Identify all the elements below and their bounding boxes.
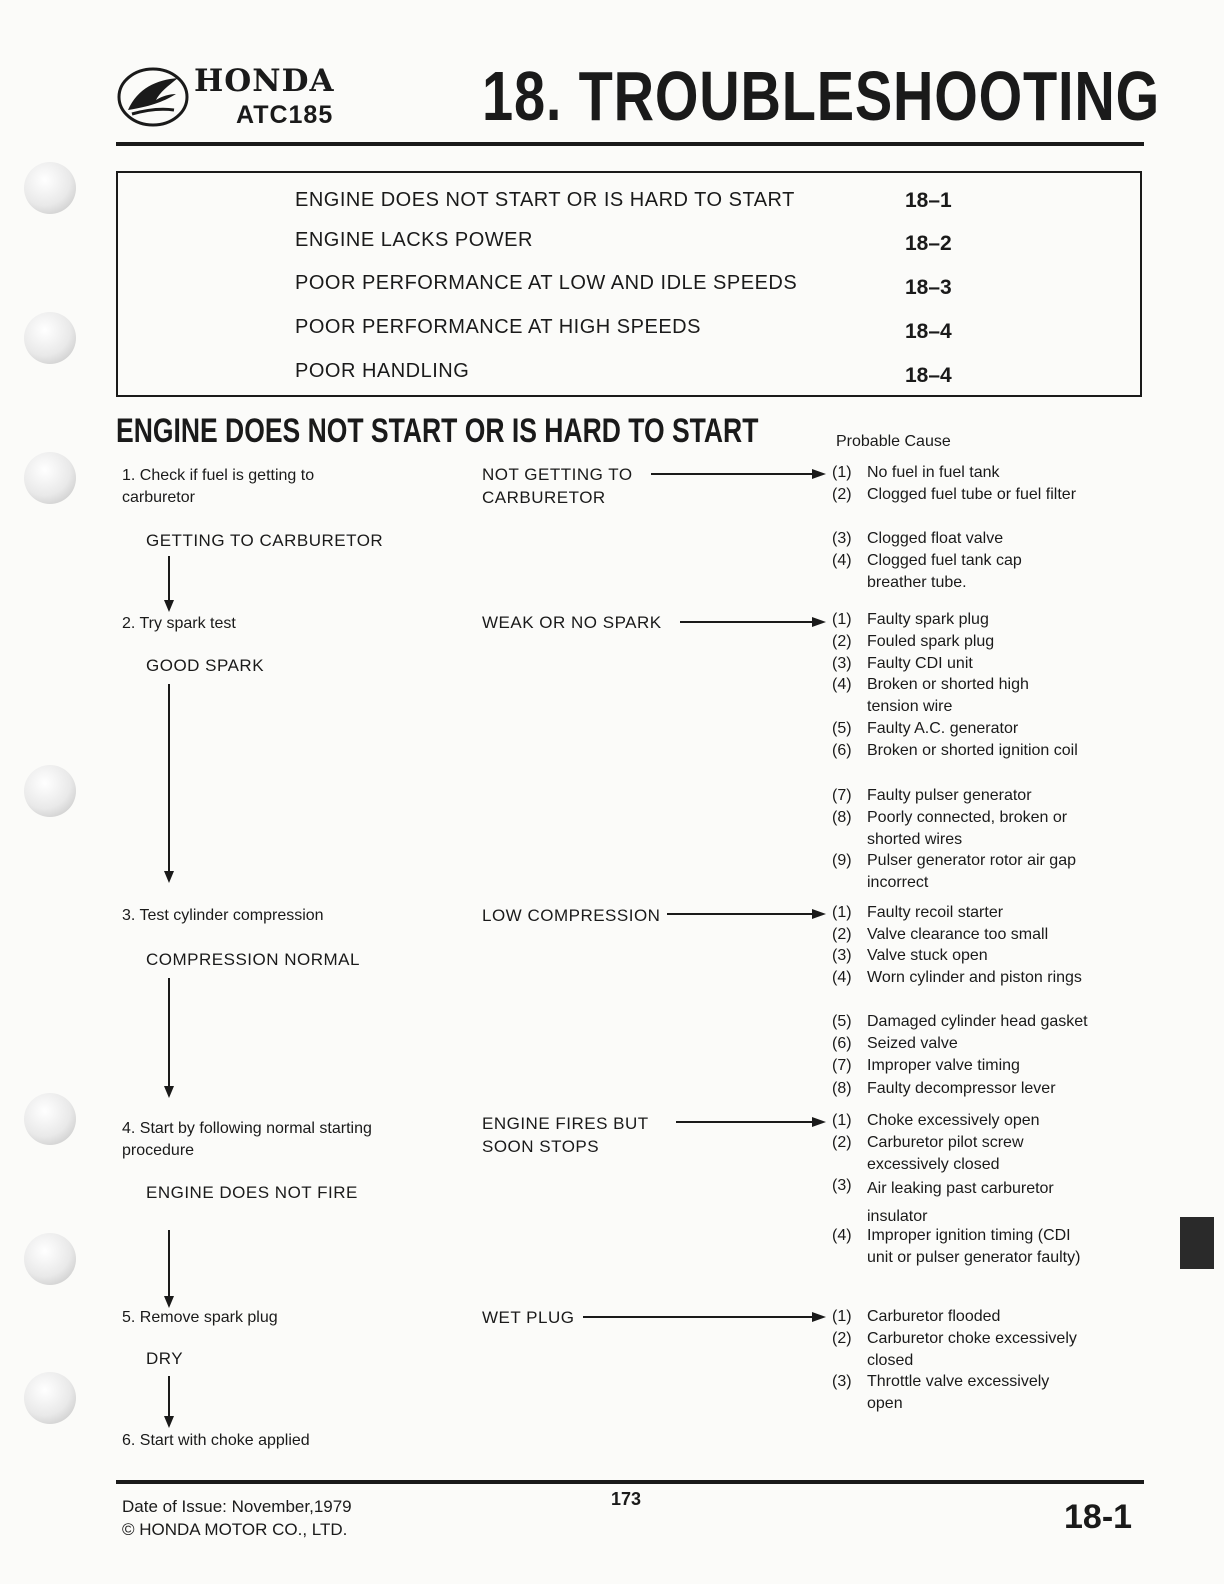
cause-4 [832,674,1122,718]
probable-cause-heading: Probable Cause [836,433,951,450]
step-1: 1. Check if fuel is getting to carburetor [122,467,315,506]
cause-number: (3) [832,947,852,964]
step-2: 2. Try spark test [122,615,236,632]
cause-number: (4) [832,552,852,569]
footer-rule [116,1480,1144,1484]
cause-3 [832,528,1122,550]
contents-item-label: POOR HANDLING [295,360,470,382]
flow-arrowhead [164,1086,174,1098]
contents-item-page: 18–2 [905,232,952,255]
cause-text: Throttle valve excessively open [867,1373,1050,1412]
step-4-connector [676,1121,815,1123]
cause-number: (4) [832,676,852,693]
contents-item-label: POOR PERFORMANCE AT LOW AND IDLE SPEEDS [295,272,798,294]
copyright: © HONDA MOTOR CO., LTD. [122,1520,348,1539]
cause-3 [832,945,1122,967]
date-of-issue: Date of Issue: November,1979 [122,1497,352,1516]
flow-line [168,1230,170,1298]
step-2-connector [680,621,815,623]
cause-text: No fuel in fuel tank [867,464,1000,481]
flow-line [168,684,170,874]
step-4-fail-result: ENGINE FIRES BUT SOON STOPS [482,1114,649,1156]
cause-text: Broken or shorted ignition coil [867,742,1078,759]
cause-number: (3) [832,1177,852,1194]
cause-8 [832,1078,1122,1100]
step-5-arrowhead [812,1312,826,1322]
cause-text: Seized valve [867,1035,958,1052]
cause-text: Damaged cylinder head gasket [867,1013,1088,1030]
flow-line [168,1376,170,1418]
contents-item-page: 18–3 [905,276,952,299]
step-6: 6. Start with choke applied [122,1432,310,1449]
cause-number: (1) [832,464,852,481]
step-4-pass-result: ENGINE DOES NOT FIRE [146,1183,358,1202]
step-1-connector [651,473,815,475]
step-3-connector [667,913,815,915]
cause-number: (1) [832,1112,852,1129]
step-2-arrowhead [812,617,826,627]
cause-number: (8) [832,809,852,826]
cause-number: (5) [832,1013,852,1030]
cause-3 [832,1371,1122,1415]
cause-2 [832,1328,1122,1372]
cause-7 [832,1055,1122,1077]
model-name: ATC185 [236,101,334,129]
cause-3 [832,653,1122,675]
cause-1 [832,1306,1122,1328]
section-title: ENGINE DOES NOT START OR IS HARD TO START [116,412,759,450]
flow-arrowhead [164,600,174,612]
cause-2 [832,484,1122,506]
cause-text: Fouled spark plug [867,633,995,650]
cause-text: Pulser generator rotor air gap incorrect [867,852,1076,891]
cause-text: Clogged fuel tank cap breather tube. [867,552,1022,591]
cause-6 [832,1033,1122,1055]
cause-number: (7) [832,1057,852,1074]
cause-1 [832,609,1122,631]
honda-wing-logo [116,66,190,128]
cause-text: Choke excessively open [867,1112,1040,1129]
cause-5 [832,718,1122,740]
contents-item-page: 18–4 [905,320,952,343]
cause-2 [832,1132,1122,1176]
cause-3 [832,1175,1122,1231]
chapter-title: 18. TROUBLESHOOTING [482,57,1160,135]
cause-number: (9) [832,852,852,869]
cause-2 [832,631,1122,653]
flow-line [168,978,170,1088]
cause-text: Faulty recoil starter [867,904,1004,921]
cause-5 [832,1011,1122,1033]
cause-number: (4) [832,1227,852,1244]
step-2-fail-result: WEAK OR NO SPARK [482,613,662,632]
binder-hole [24,162,76,214]
step-2-pass-result: GOOD SPARK [146,656,265,675]
cause-1 [832,902,1122,924]
cause-text: Valve stuck open [867,947,988,964]
cause-text: Carburetor choke excessively closed [867,1330,1077,1369]
cause-1 [832,462,1122,484]
cause-number: (2) [832,1134,852,1151]
cause-number: (2) [832,1330,852,1347]
step-3-pass-result: COMPRESSION NORMAL [146,950,360,969]
cause-text: Faulty A.C. generator [867,720,1019,737]
cause-number: (3) [832,1373,852,1390]
cause-number: (2) [832,486,852,503]
binder-hole [24,452,76,504]
step-1-arrowhead [812,469,826,479]
binder-hole [24,312,76,364]
cause-text: Carburetor pilot screw excessively closed [867,1134,1024,1173]
cause-text: Faulty CDI unit [867,655,973,672]
cause-text: Faulty spark plug [867,611,989,628]
cause-text: Air leaking past carburetor insulator [867,1180,1054,1225]
cause-7 [832,785,1122,807]
header-rule [116,142,1144,146]
cause-number: (2) [832,633,852,650]
cause-6 [832,740,1122,762]
step-3: 3. Test cylinder compression [122,907,324,924]
cause-text: Faulty decompressor lever [867,1080,1056,1097]
step-5-connector [583,1316,815,1318]
step-1-pass-result: GETTING TO CARBURETOR [146,531,384,550]
cause-number: (1) [832,1308,852,1325]
cause-text: Worn cylinder and piston rings [867,969,1082,986]
cause-text: Improper valve timing [867,1057,1020,1074]
cause-8 [832,807,1122,851]
cause-number: (2) [832,926,852,943]
binder-hole [24,1233,76,1285]
cause-4 [832,1225,1122,1269]
cause-text: Broken or shorted high tension wire [867,676,1029,715]
page-number: 18-1 [1064,1498,1133,1536]
binder-hole [24,1372,76,1424]
cause-number: (6) [832,742,852,759]
cause-1 [832,1110,1122,1132]
cause-number: (6) [832,1035,852,1052]
binder-hole [24,1093,76,1145]
cause-number: (5) [832,720,852,737]
cause-4 [832,967,1122,989]
step-5-pass-result: DRY [146,1349,184,1368]
cause-number: (7) [832,787,852,804]
step-3-arrowhead [812,909,826,919]
cause-9 [832,850,1122,894]
step-5-fail-result: WET PLUG [482,1308,575,1327]
contents-item-label: ENGINE DOES NOT START OR IS HARD TO START [295,189,795,211]
cause-number: (3) [832,530,852,547]
cause-number: (1) [832,611,852,628]
step-3-fail-result: LOW COMPRESSION [482,906,661,925]
cause-text: Poorly connected, broken or shorted wires [867,809,1068,848]
contents-item-page: 18–1 [905,189,952,212]
cause-text: Faulty pulser generator [867,787,1032,804]
cause-number: (3) [832,655,852,672]
cause-number: (4) [832,969,852,986]
cause-text: Clogged fuel tube or fuel filter [867,486,1077,503]
step-5: 5. Remove spark plug [122,1309,278,1326]
contents-item-label: POOR PERFORMANCE AT HIGH SPEEDS [295,316,701,338]
step-4: 4. Start by following normal starting procedure [122,1120,372,1159]
brand-name: HONDA [194,63,335,99]
flow-arrowhead [164,1416,174,1428]
cause-4 [832,550,1122,594]
cause-text: Improper ignition timing (CDI unit or pulser generator faulty) [867,1227,1081,1266]
section-tab-marker [1180,1217,1214,1269]
flow-line [168,556,170,603]
step-1-fail-result: NOT GETTING TO CARBURETOR [482,465,633,507]
cause-number: (1) [832,904,852,921]
cause-text: Clogged float valve [867,530,1004,547]
contents-item-label: ENGINE LACKS POWER [295,229,533,251]
step-4-arrowhead [812,1117,826,1127]
cause-2 [832,924,1122,946]
binder-hole [24,765,76,817]
cause-text: Valve clearance too small [867,926,1049,943]
cause-number: (8) [832,1080,852,1097]
manual-page-number: 173 [611,1489,642,1509]
contents-item-page: 18–4 [905,364,952,387]
cause-text: Carburetor flooded [867,1308,1001,1325]
flow-arrowhead [164,871,174,883]
